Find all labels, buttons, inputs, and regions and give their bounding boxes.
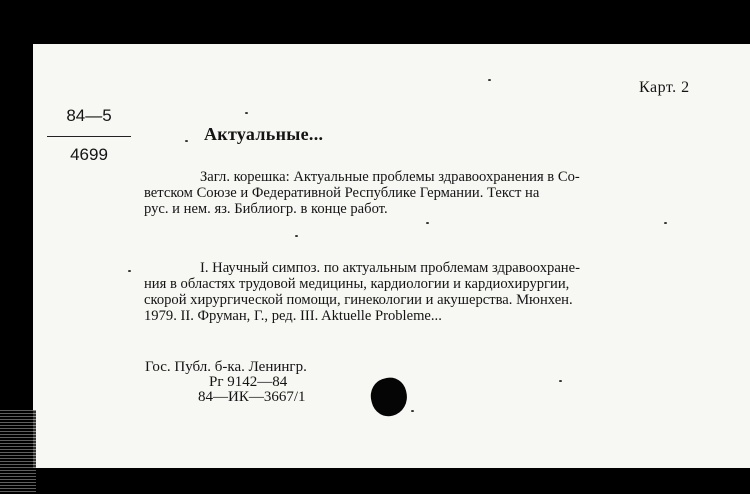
tracings (144, 260, 705, 324)
catalog-card (33, 44, 750, 468)
tracing-line: I. Научный симпоз. по актуальным проблемам здравоохране- (200, 260, 580, 276)
ink-speck (664, 222, 667, 224)
shelfmark-divider (47, 136, 131, 137)
bibliographic-note (144, 169, 705, 217)
card-heading: Актуальные... (204, 124, 324, 144)
shelfmark-bottom: 4699 (70, 145, 108, 164)
note-line: рус. и нем. яз. Библиогр. в конце работ. (144, 201, 388, 217)
ink-blot (367, 374, 411, 420)
ink-speck (559, 380, 562, 382)
ink-speck (411, 410, 414, 412)
tracing-line: ния в областях трудовой медицины, кардиологии и кардиохирургии, (144, 276, 570, 292)
ink-speck (185, 140, 188, 142)
tracing-line: 1979. II. Фруман, Г., ред. III. Aktuelle Probleme... (144, 308, 442, 324)
note-line: ветском Союзе и Федеративной Республике Германии. Текст на (144, 185, 540, 201)
registration-number: Рг 9142—84 (209, 374, 288, 390)
card-number: Карт. 2 (639, 79, 690, 96)
holdings-info (145, 360, 307, 405)
ink-speck (426, 222, 429, 224)
ink-speck (488, 79, 491, 81)
ink-speck (128, 270, 131, 272)
scan-edge-noise (0, 410, 36, 494)
tracing-line: скорой хирургической помощи, гинекологии и акушерства. Мюнхен. (144, 292, 573, 308)
accession-number: 84—ИК—3667/1 (198, 389, 306, 405)
shelfmark-top: 84—5 (66, 106, 112, 125)
library-name: Гос. Публ. б-ка. Ленингр. (145, 359, 307, 375)
note-line: Загл. корешка: Актуальные проблемы здравоохранения в Со- (200, 169, 580, 185)
ink-speck (295, 235, 298, 237)
ink-speck (245, 112, 248, 114)
shelfmark (47, 106, 131, 165)
